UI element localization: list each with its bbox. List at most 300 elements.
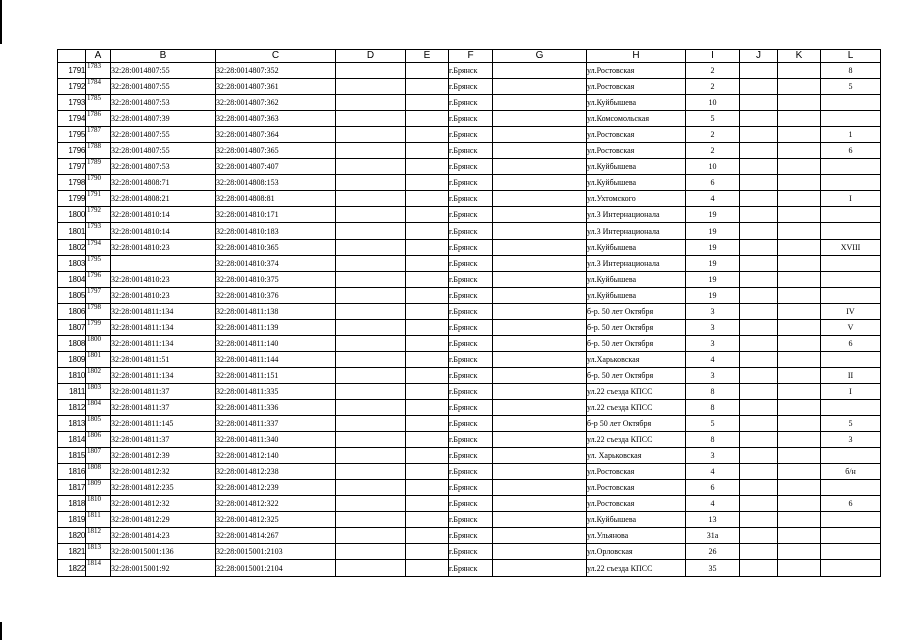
cell-d[interactable] [336,351,406,367]
cell-g[interactable] [493,432,587,448]
row-number[interactable]: 1797 [58,159,86,175]
cell-l[interactable] [821,528,881,544]
cell-h[interactable]: ул.Куйбышева [587,95,686,111]
row-number[interactable]: 1808 [58,335,86,351]
cell-e[interactable] [406,79,449,95]
cell-k[interactable] [778,127,821,143]
cell-d[interactable] [336,175,406,191]
cell-g[interactable] [493,383,587,399]
cell-f[interactable]: г.Брянск [449,367,493,383]
cell-a[interactable] [86,560,111,576]
cell-k[interactable] [778,63,821,79]
cell-e[interactable] [406,255,449,271]
cell-h[interactable]: ул.Ростовская [587,480,686,496]
cell-i[interactable]: 19 [686,271,740,287]
cell-l[interactable] [821,287,881,303]
cell-c[interactable]: 32:28:0014811:335 [216,383,336,399]
cell-h[interactable]: ул.Ростовская [587,143,686,159]
cell-d[interactable] [336,223,406,239]
cell-i[interactable]: 2 [686,63,740,79]
cell-c[interactable]: 32:28:0014811:140 [216,335,336,351]
cell-g[interactable] [493,239,587,255]
cell-d[interactable] [336,528,406,544]
cell-j[interactable] [740,560,778,576]
cell-e[interactable] [406,399,449,415]
column-header[interactable]: G [493,50,587,63]
cell-f[interactable]: г.Брянск [449,175,493,191]
cell-k[interactable] [778,335,821,351]
cell-h[interactable]: ул.3 Интернационала [587,207,686,223]
cell-d[interactable] [336,383,406,399]
cell-b[interactable]: 32:28:0014810:23 [111,239,216,255]
row-number[interactable]: 1818 [58,496,86,512]
cell-l[interactable]: б/н [821,464,881,480]
cell-k[interactable] [778,560,821,576]
cell-i[interactable]: 3 [686,303,740,319]
cell-l[interactable]: I [821,383,881,399]
cell-a[interactable] [86,159,111,175]
cell-f[interactable]: г.Брянск [449,528,493,544]
cell-j[interactable] [740,464,778,480]
cell-e[interactable] [406,448,449,464]
cell-e[interactable] [406,496,449,512]
cell-e[interactable] [406,191,449,207]
cell-j[interactable] [740,191,778,207]
cell-k[interactable] [778,351,821,367]
cell-e[interactable] [406,383,449,399]
cell-g[interactable] [493,512,587,528]
cell-h[interactable]: ул.Куйбышева [587,239,686,255]
cell-b[interactable]: 32:28:0014811:145 [111,416,216,432]
row-number[interactable]: 1809 [58,351,86,367]
cell-b[interactable]: 32:28:0014812:39 [111,448,216,464]
cell-k[interactable] [778,287,821,303]
cell-c[interactable]: 32:28:0014808:153 [216,175,336,191]
row-number[interactable]: 1791 [58,63,86,79]
cell-h[interactable]: ул.22 съезда КПСС [587,432,686,448]
cell-e[interactable] [406,207,449,223]
cell-l[interactable] [821,111,881,127]
cell-i[interactable]: 3 [686,367,740,383]
cell-j[interactable] [740,544,778,560]
cell-h[interactable]: б-р. 50 лет Октября [587,367,686,383]
cell-a[interactable] [86,399,111,415]
cell-i[interactable]: 19 [686,223,740,239]
cell-b[interactable]: 32:28:0014807:39 [111,111,216,127]
cell-e[interactable] [406,143,449,159]
cell-i[interactable]: 19 [686,287,740,303]
cell-l[interactable]: II [821,367,881,383]
cell-a[interactable] [86,143,111,159]
cell-d[interactable] [336,416,406,432]
row-number[interactable]: 1793 [58,95,86,111]
row-number[interactable]: 1810 [58,367,86,383]
cell-j[interactable] [740,111,778,127]
cell-i[interactable]: 3 [686,448,740,464]
row-number[interactable]: 1815 [58,448,86,464]
cell-e[interactable] [406,223,449,239]
cell-g[interactable] [493,95,587,111]
cell-k[interactable] [778,95,821,111]
cell-c[interactable]: 32:28:0014812:238 [216,464,336,480]
cell-i[interactable]: 8 [686,399,740,415]
cell-j[interactable] [740,319,778,335]
cell-d[interactable] [336,335,406,351]
cell-e[interactable] [406,95,449,111]
cell-c[interactable]: 32:28:0014814:267 [216,528,336,544]
cell-k[interactable] [778,303,821,319]
cell-l[interactable]: 8 [821,63,881,79]
cell-l[interactable] [821,271,881,287]
cell-a[interactable] [86,464,111,480]
cell-f[interactable]: г.Брянск [449,255,493,271]
cell-b[interactable]: 32:28:0014812:235 [111,480,216,496]
cell-d[interactable] [336,287,406,303]
cell-j[interactable] [740,207,778,223]
cell-k[interactable] [778,191,821,207]
cell-g[interactable] [493,287,587,303]
cell-j[interactable] [740,528,778,544]
row-number[interactable]: 1821 [58,544,86,560]
cell-c[interactable]: 32:28:0014811:144 [216,351,336,367]
cell-a[interactable] [86,416,111,432]
cell-e[interactable] [406,63,449,79]
cell-j[interactable] [740,416,778,432]
cell-b[interactable]: 32:28:0014807:53 [111,95,216,111]
cell-f[interactable]: г.Брянск [449,159,493,175]
row-number[interactable]: 1801 [58,223,86,239]
cell-e[interactable] [406,239,449,255]
cell-c[interactable]: 32:28:0014807:362 [216,95,336,111]
cell-b[interactable]: 32:28:0014807:55 [111,127,216,143]
cell-h[interactable]: б-р. 50 лет Октября [587,335,686,351]
cell-a[interactable] [86,512,111,528]
cell-i[interactable]: 8 [686,432,740,448]
cell-h[interactable]: ул.3 Интернационала [587,223,686,239]
cell-i[interactable]: 4 [686,351,740,367]
cell-a[interactable] [86,496,111,512]
cell-h[interactable]: ул.Куйбышева [587,512,686,528]
cell-j[interactable] [740,303,778,319]
cell-g[interactable] [493,528,587,544]
cell-e[interactable] [406,351,449,367]
cell-d[interactable] [336,207,406,223]
cell-c[interactable]: 32:28:0014811:340 [216,432,336,448]
cell-j[interactable] [740,143,778,159]
cell-d[interactable] [336,496,406,512]
cell-j[interactable] [740,223,778,239]
cell-h[interactable]: ул.Ульянова [587,528,686,544]
row-number[interactable]: 1811 [58,383,86,399]
cell-a[interactable] [86,191,111,207]
cell-e[interactable] [406,111,449,127]
cell-b[interactable]: 32:28:0015001:136 [111,544,216,560]
cell-h[interactable]: ул.Ростовская [587,127,686,143]
row-number[interactable]: 1802 [58,239,86,255]
cell-d[interactable] [336,367,406,383]
cell-f[interactable]: г.Брянск [449,448,493,464]
cell-j[interactable] [740,432,778,448]
cell-c[interactable]: 32:28:0015001:2104 [216,560,336,576]
cell-d[interactable] [336,95,406,111]
cell-a[interactable] [86,175,111,191]
cell-j[interactable] [740,367,778,383]
row-number[interactable]: 1807 [58,319,86,335]
cell-f[interactable]: г.Брянск [449,287,493,303]
cell-g[interactable] [493,560,587,576]
cell-a[interactable] [86,111,111,127]
cell-j[interactable] [740,95,778,111]
cell-l[interactable] [821,95,881,111]
cell-d[interactable] [336,239,406,255]
cell-i[interactable]: 4 [686,496,740,512]
row-number[interactable]: 1798 [58,175,86,191]
cell-f[interactable]: г.Брянск [449,207,493,223]
cell-k[interactable] [778,271,821,287]
cell-l[interactable] [821,512,881,528]
cell-g[interactable] [493,223,587,239]
cell-k[interactable] [778,512,821,528]
cell-c[interactable]: 32:28:0014812:322 [216,496,336,512]
cell-a[interactable] [86,239,111,255]
cell-k[interactable] [778,399,821,415]
cell-g[interactable] [493,175,587,191]
row-number[interactable]: 1803 [58,255,86,271]
cell-i[interactable]: 6 [686,175,740,191]
cell-f[interactable]: г.Брянск [449,95,493,111]
cell-b[interactable]: 32:28:0014811:134 [111,319,216,335]
cell-l[interactable]: 5 [821,79,881,95]
cell-b[interactable]: 32:28:0014811:134 [111,303,216,319]
cell-b[interactable]: 32:28:0014810:23 [111,271,216,287]
cell-d[interactable] [336,480,406,496]
cell-h[interactable]: ул.22 съезда КПСС [587,560,686,576]
row-number[interactable]: 1796 [58,143,86,159]
cell-f[interactable]: г.Брянск [449,223,493,239]
row-number[interactable]: 1805 [58,287,86,303]
cell-i[interactable]: 4 [686,464,740,480]
cell-f[interactable]: г.Брянск [449,335,493,351]
cell-a[interactable] [86,223,111,239]
cell-b[interactable]: 32:28:0015001:92 [111,560,216,576]
cell-b[interactable]: 32:28:0014807:55 [111,79,216,95]
cell-b[interactable]: 32:28:0014811:134 [111,367,216,383]
cell-e[interactable] [406,319,449,335]
cell-a[interactable] [86,335,111,351]
cell-h[interactable]: ул. Харьковская [587,448,686,464]
cell-a[interactable] [86,544,111,560]
cell-h[interactable]: ул.Куйбышева [587,271,686,287]
cell-b[interactable]: 32:28:0014808:71 [111,175,216,191]
cell-f[interactable]: г.Брянск [449,63,493,79]
cell-j[interactable] [740,383,778,399]
cell-k[interactable] [778,367,821,383]
cell-b[interactable]: 32:28:0014810:23 [111,287,216,303]
row-number[interactable]: 1800 [58,207,86,223]
cell-d[interactable] [336,111,406,127]
row-number[interactable]: 1819 [58,512,86,528]
row-number[interactable]: 1799 [58,191,86,207]
cell-h[interactable]: ул.Харьковская [587,351,686,367]
cell-g[interactable] [493,496,587,512]
cell-f[interactable]: г.Брянск [449,111,493,127]
cell-g[interactable] [493,480,587,496]
cell-k[interactable] [778,239,821,255]
cell-k[interactable] [778,544,821,560]
column-header[interactable]: J [740,50,778,63]
cell-f[interactable]: г.Брянск [449,127,493,143]
cell-k[interactable] [778,432,821,448]
cell-j[interactable] [740,175,778,191]
column-header[interactable]: E [406,50,449,63]
cell-e[interactable] [406,480,449,496]
corner-cell[interactable] [58,50,86,63]
row-number[interactable]: 1795 [58,127,86,143]
cell-c[interactable]: 32:28:0014812:239 [216,480,336,496]
cell-k[interactable] [778,448,821,464]
cell-g[interactable] [493,143,587,159]
column-header[interactable]: F [449,50,493,63]
cell-b[interactable]: 32:28:0014810:14 [111,223,216,239]
cell-l[interactable] [821,223,881,239]
cell-i[interactable]: 19 [686,239,740,255]
cell-h[interactable]: б-р. 50 лет Октября [587,319,686,335]
cell-b[interactable]: 32:28:0014812:32 [111,464,216,480]
cell-a[interactable] [86,95,111,111]
cell-j[interactable] [740,512,778,528]
row-number[interactable]: 1792 [58,79,86,95]
cell-c[interactable]: 32:28:0014811:139 [216,319,336,335]
cell-e[interactable] [406,512,449,528]
cell-g[interactable] [493,127,587,143]
cell-k[interactable] [778,383,821,399]
cell-h[interactable]: ул.22 съезда КПСС [587,383,686,399]
cell-a[interactable] [86,448,111,464]
cell-j[interactable] [740,287,778,303]
cell-h[interactable]: ул.Куйбышева [587,159,686,175]
cell-i[interactable]: 19 [686,207,740,223]
cell-h[interactable]: ул.Ростовская [587,464,686,480]
cell-j[interactable] [740,127,778,143]
cell-l[interactable] [821,448,881,464]
cell-l[interactable] [821,207,881,223]
cell-b[interactable]: 32:28:0014807:55 [111,143,216,159]
cell-l[interactable]: 3 [821,432,881,448]
cell-c[interactable]: 32:28:0014811:337 [216,416,336,432]
cell-c[interactable]: 32:28:0014811:336 [216,399,336,415]
column-header[interactable]: C [216,50,336,63]
cell-g[interactable] [493,416,587,432]
row-number[interactable]: 1806 [58,303,86,319]
cell-l[interactable]: 6 [821,143,881,159]
cell-l[interactable]: I [821,191,881,207]
cell-d[interactable] [336,512,406,528]
cell-j[interactable] [740,63,778,79]
cell-f[interactable]: г.Брянск [449,191,493,207]
row-number[interactable]: 1804 [58,271,86,287]
cell-a[interactable] [86,271,111,287]
cell-i[interactable]: 26 [686,544,740,560]
cell-d[interactable] [336,464,406,480]
cell-b[interactable]: 32:28:0014811:37 [111,432,216,448]
cell-k[interactable] [778,159,821,175]
column-header[interactable]: I [686,50,740,63]
cell-k[interactable] [778,480,821,496]
cell-g[interactable] [493,159,587,175]
cell-d[interactable] [336,399,406,415]
cell-a[interactable] [86,207,111,223]
cell-e[interactable] [406,303,449,319]
cell-f[interactable]: г.Брянск [449,399,493,415]
cell-k[interactable] [778,528,821,544]
cell-b[interactable] [111,255,216,271]
cell-l[interactable] [821,159,881,175]
cell-d[interactable] [336,271,406,287]
cell-j[interactable] [740,335,778,351]
cell-h[interactable]: ул.22 съезда КПСС [587,399,686,415]
cell-f[interactable]: г.Брянск [449,496,493,512]
cell-e[interactable] [406,127,449,143]
cell-e[interactable] [406,271,449,287]
cell-h[interactable]: ул.Куйбышева [587,287,686,303]
cell-i[interactable]: 31a [686,528,740,544]
cell-e[interactable] [406,464,449,480]
cell-b[interactable]: 32:28:0014807:55 [111,63,216,79]
cell-l[interactable]: V [821,319,881,335]
cell-i[interactable]: 5 [686,111,740,127]
cell-h[interactable]: ул.3 Интернационала [587,255,686,271]
cell-j[interactable] [740,239,778,255]
cell-l[interactable] [821,560,881,576]
cell-j[interactable] [740,448,778,464]
cell-d[interactable] [336,159,406,175]
cell-a[interactable] [86,480,111,496]
cell-f[interactable]: г.Брянск [449,544,493,560]
cell-h[interactable]: ул.Комсомольская [587,111,686,127]
row-number[interactable]: 1816 [58,464,86,480]
cell-i[interactable]: 13 [686,512,740,528]
cell-e[interactable] [406,560,449,576]
cell-a[interactable] [86,351,111,367]
cell-b[interactable]: 32:28:0014811:37 [111,399,216,415]
cell-a[interactable] [86,367,111,383]
cell-c[interactable]: 32:28:0014807:361 [216,79,336,95]
cell-d[interactable] [336,127,406,143]
cell-g[interactable] [493,319,587,335]
cell-d[interactable] [336,432,406,448]
cell-d[interactable] [336,448,406,464]
column-header[interactable]: H [587,50,686,63]
row-number[interactable]: 1814 [58,432,86,448]
cell-g[interactable] [493,544,587,560]
cell-f[interactable]: г.Брянск [449,303,493,319]
cell-f[interactable]: г.Брянск [449,143,493,159]
cell-i[interactable]: 6 [686,480,740,496]
cell-g[interactable] [493,367,587,383]
cell-c[interactable]: 32:28:0014807:365 [216,143,336,159]
cell-g[interactable] [493,271,587,287]
cell-l[interactable]: 6 [821,335,881,351]
cell-k[interactable] [778,255,821,271]
cell-i[interactable]: 10 [686,159,740,175]
cell-l[interactable]: 6 [821,496,881,512]
cell-g[interactable] [493,79,587,95]
cell-b[interactable]: 32:28:0014812:32 [111,496,216,512]
cell-k[interactable] [778,79,821,95]
cell-j[interactable] [740,271,778,287]
cell-i[interactable]: 4 [686,191,740,207]
cell-c[interactable]: 32:28:0014807:363 [216,111,336,127]
